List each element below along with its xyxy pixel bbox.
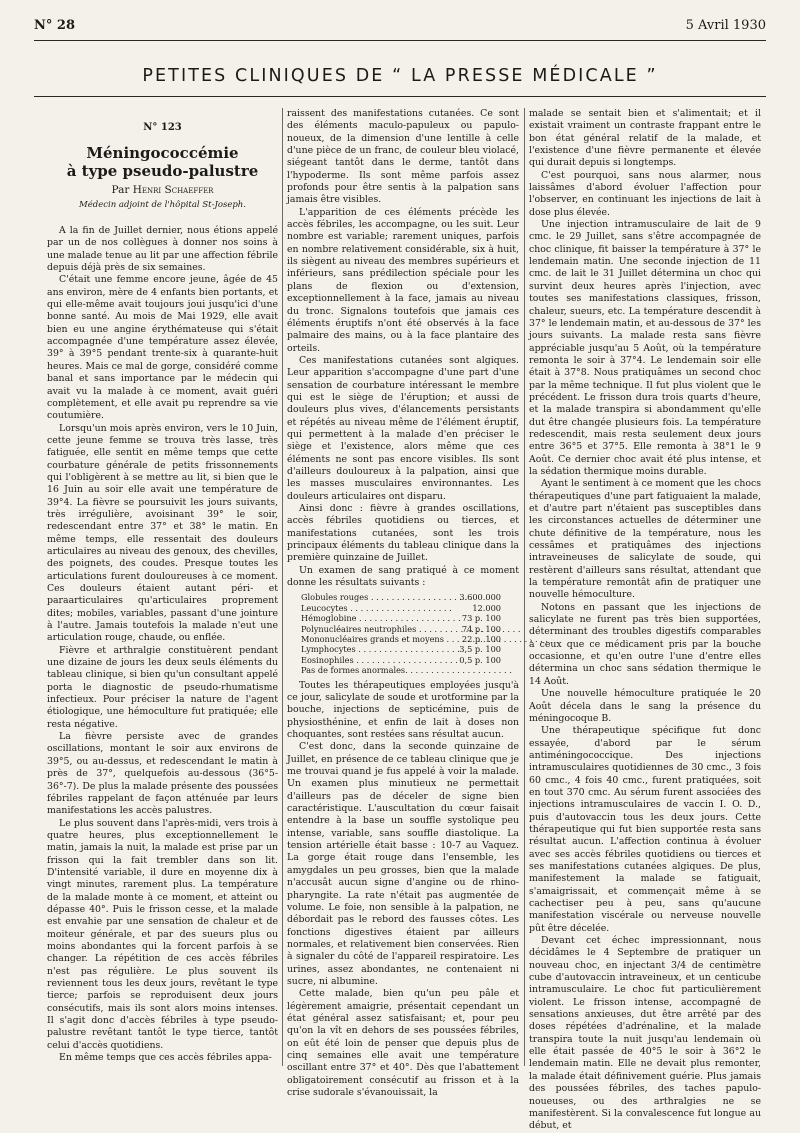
column-2 xyxy=(287,108,519,1098)
paragraph: Devant cet échec impressionnant, nous décidâmes le 4 Septembre de pratiquer un nouveau choc, en injectant 3/4 de centimètre cube d'autovaccin intraveineux, et un centicube intramusculaire. Le choc fut particulièrement violent. Le frisson intense, accompagné de sensations anxieuses, dut être arrêté par des doses répétées d'adrénaline, et la malade transpira toute la nuit jusqu'au lendemain où elle était passée de 40°5 le soir à 36°2 le lendemain matin. Elle ne devait plus remonter, la malade était définivement guérie. Plus jamais des poussées fébriles, des taches papulo-noueuses, ou des arthralgies ne se manifestèrent. Si la convalescence fut longue au début, et xyxy=(529,935,761,1132)
column-divider xyxy=(282,108,283,1066)
lab-label: Lymphocytes . . . xyxy=(301,644,441,654)
page-header xyxy=(34,18,766,40)
lab-label: Leucocytes . . . xyxy=(301,603,441,613)
lab-row xyxy=(301,613,519,623)
column-3-body xyxy=(529,108,761,1133)
column-divider xyxy=(524,108,525,1066)
column-1-body xyxy=(47,225,278,1064)
lab-value: 3.600.000 xyxy=(459,592,501,603)
paragraph: C'était une femme encore jeune, âgée de 45 ans environ, mère de 4 enfants bien portants, et qui elle-même avait toujours joui jusqu'ici d'une bonne santé. Au mois de Mai 1929, elle avait bien eu une angine érythémateuse qui s'était accompagnée d'une température assez élevée, 39° à 39°5 pendant trente-six à quarante-huit heures. Mais ce mal de gorge, considéré comme banal et sans importance par le médecin qui avait vu la malade à ce moment, avait guéri complètement, et elle avait pu reprendre sa vie coutumière. xyxy=(47,274,278,422)
article-number: N° 123 xyxy=(143,122,182,133)
author-name: Henri Schaeffer xyxy=(132,184,214,197)
byline-prefix: Par xyxy=(111,184,130,197)
column-2-body-bottom xyxy=(287,680,519,1100)
lab-row xyxy=(301,603,519,613)
paragraph: Une nouvelle hémoculture pratiquée le 20 Août décela dans le sang la présence du méningocoque B. xyxy=(529,688,761,724)
issue-number: N° 28 xyxy=(34,18,75,33)
lab-row xyxy=(301,655,519,665)
paragraph: Notons en passant que les injections de salicylate ne furent pas très bien supportées, déterminant des troubles digestifs comparables à ceux que ce médicament pris par la bouche occasionne, et qu'en outre l'une d'entre elles détermina un choc sans sédation thermique le 14 Août. xyxy=(529,601,761,687)
paragraph: Un examen de sang pratiqué à ce moment donne les résultats suivants : xyxy=(287,564,519,589)
title-line-1: Méningococcémie xyxy=(86,144,239,163)
lab-label: Polynucléaires neutrophiles . . . xyxy=(301,624,441,634)
paragraph: Ainsi donc : fièvre à grandes oscillations, accès fébriles quotidiens ou tierces, et manifestations cutanées, sont les trois principaux éléments du tableau clinique dans la première quinzaine de Juillet. xyxy=(287,503,519,564)
paragraph: En même temps que ces accès fébriles appa- xyxy=(59,1052,272,1064)
lab-value xyxy=(512,665,519,675)
lab-value: 22 p. 100 xyxy=(461,634,501,645)
lab-label: Globules rouges . . . xyxy=(301,592,441,602)
column-1 xyxy=(47,108,278,1066)
header-rule xyxy=(34,40,766,41)
paragraph: La fièvre persiste avec de grandes oscillations, montant le soir aux environs de 39°5, ou au-dessus, et redescendant le matin à près de 37°, quelquefois au-dessous (36°5-36°-7). De plus la malade présente des poussées fébriles rappelant de façon atténuée par leurs manifestations les accès palustres. xyxy=(47,731,278,817)
lab-value: 12.000 xyxy=(472,602,501,613)
paragraph: Cette malade, bien qu'un peu pâle et légèrement amaigrie, présentait cependant un état général assez satisfaisant; et, pour peu qu'on la vît en dehors de ses poussées fébriles, on eût été loin de penser que depuis plus de cinq semaines elle avait une température oscillant entre 37° et 40°. Dès que l'abattement obligatoirement consécutif au frisson et à la crise sudorale s'évanouissait, la xyxy=(287,988,519,1098)
lab-label: Eosinophiles . . . xyxy=(301,655,441,665)
lab-row xyxy=(301,624,519,634)
paragraph: Toutes les thérapeutiques employées jusqu'à ce jour, salicylate de soude et urotformine par la bouche, injections de septicémine, puis de physiosthénine, et enfin de lait à doses non choquantes, sont restées sans résultat aucun. xyxy=(287,679,519,741)
paragraph: A la fin de Juillet dernier, nous étions appelé par un de nos collègues à donner nos soins à une malade tenue au lit par une affection fébrile depuis déjà près de six semaines. xyxy=(47,225,278,274)
paragraph: Ayant le sentiment à ce moment que les chocs thérapeutiques d'une part fatiguaient la malade, et d'autre part n'étaient pas susceptibles dans les circonstances actuelles de déterminer une chute définitive de la température, nous les cessâmes et pratiquâmes des injections intraveineuses de salicylate de soude, qui restèrent d'ailleurs sans résultat, attendant que la température remontât afin de pratiquer une nouvelle hémoculture. xyxy=(529,478,761,601)
paragraph: L'apparition de ces éléments précède les accès fébriles, les accompagne, ou les suit. Leur nombre est variable; rarement uniques, parfois en nombre relativement considérable, six à huit, ils siègent au niveau des membres supérieurs et inférieurs, sans prédilection spéciale pour les plans de flexion ou d'extension, exceptionnellement à la face, jamais au niveau du tronc. Signalons toutefois que jamais ces éléments éruptifs n'ont été observés à la face palmaire des mains, ou à la face plantaire des orteils. xyxy=(287,206,519,354)
issue-date: 5 Avril 1930 xyxy=(685,18,766,33)
paragraph: Fièvre et arthralgie constituèrent pendant une dizaine de jours les deux seuls éléments du tableau clinique, si bien qu'un consultant appelé porta le diagnostic de pseudo-rhumatisme infectieux. Pour préciser la nature de l'agent étiologique, une hémoculture fut pratiquée; elle resta négative. xyxy=(47,644,278,730)
paragraph: Une thérapeutique spécifique fut donc essayée, d'abord par le sérum antiméningococcique. Des injections intramusculaires quotidiennes de 30 cmc., 3 fois 60 cmc., 4 fois 40 cmc., furent pratiquées, soit en tout 370 cmc. Au sérum furent associées des injections intramusculaires de vaccin I. O. D., puis d'autovaccin tous les deux jours. Cette thérapeutique qui fut bien supportée resta sans résultat aucun. L'affection continua à évoluer avec ses accès fébriles quotidiens ou tierces et ses manifestations cutanées algiques. De plus, manifestement la malade se fatiguait, s'amaigrissait, et commençait même à se cachectiser peu à peu, sans qu'aucune manifestation viscérale ou nerveuse nouvelle pût être décelée. xyxy=(529,725,761,934)
paragraph: malade se sentait bien et s'alimentait; et il existait vraiment un contraste frappant entre le bon état général relatif de la malade, et l'existence d'une fièvre permanente et élevée qui durait depuis si longtemps. xyxy=(529,108,761,169)
title-line-2: à type pseudo-palustre xyxy=(66,162,259,181)
lab-value: 74 p. 100 xyxy=(461,623,501,634)
lab-value: 73 p. 100 xyxy=(461,613,501,624)
paragraph: C'est pourquoi, sans nous alarmer, nous laissâmes d'abord évoluer l'affection pour l'observer, en continuant les injections de lait à dose plus élevée. xyxy=(529,169,761,218)
paragraph: Une injection intramusculaire de lait de 9 cmc. le 29 Juillet, sans s'être accompagnée de choc clinique, fit baisser la température à 37° le lendemain matin. Une seconde injection de 11 cmc. de lait le 31 Juillet détermina un choc qui survint deux heures après l'injection, avec toutes ses manifestations classiques, frisson, chaleur, sueurs, etc. La température descendit à 37° le lendemain matin, et au-dessous de 37° les jours suivants. La malade resta sans fièvre appréciable jusqu'au 5 Août, où la température remonta le soir à 37°4. Le lendemain soir elle était à 37°8. Nous pratiquâmes un second choc par la même technique. Il fut plus violent que le précédent. Le frisson dura trois quarts d'heure, et la malade transpira si abondamment qu'elle dut être changée plusieurs fois. La température redescendit, mais resta seulement deux jours entre 36°5 et 37°5. Elle remonta à 38°1 le 9 Août. Ce dernier choc avait été plus intense, et la sédation thermique moins durable. xyxy=(529,219,761,477)
section-banner: PETITES CLINIQUES DE “ LA PRESSE MÉDICALE ” xyxy=(142,66,658,86)
lab-row xyxy=(301,665,519,675)
paragraph: Ces manifestations cutanées sont algiques. Leur apparition s'accompagne d'une part d'une sensation de courbature intéressant le membre qui est le siège de l'éruption; et aussi de douleurs plus vives, d'élancements persistants et répétés au niveau même de l'élément éruptif, qui permettent à la malade d'en préciser le siège et l'existence, alors même que ces éléments ne sont pas encore visibles. Ils sont d'ailleurs douloureux à la palpation, ainsi que les masses musculaires environnantes. Les douleurs articulaires ont disparu. xyxy=(287,354,519,502)
author-affiliation: Médecin adjoint de l'hôpital St-Joseph. xyxy=(79,199,246,210)
lab-row xyxy=(301,634,519,644)
article-title xyxy=(47,144,278,180)
column-2-body-top xyxy=(287,108,519,589)
lab-label: Pas de formes anormales. . . . xyxy=(301,665,512,675)
banner-rule xyxy=(34,96,766,97)
paragraph: C'est donc, dans la seconde quinzaine de Juillet, en présence de ce tableau clinique que je me trouvai quand je fus appelé à voir la malade. Un examen plus minutieux ne permettait d'ailleurs pas de déceler de signe bien caractéristique. L'auscultation du cœur faisait entendre à la base un souffle systolique peu intense, variable, sans souffle diastolique. La tension artérielle était basse : 10-7 au Vaquez. La gorge était rouge dans l'ensemble, les amygdales un peu grosses, bien que la malade n'accusât aucun signe d'angine ou de rhino-pharyngite. La rate n'était pas augmentée de volume. Le foie, non sensible à la palpation, ne débordait pas le rebord des fausses côtes. Les fonctions digestives étaient par ailleurs normales, et relativement bien conservées. Rien à signaler du côté de l'appareil respiratoire. Les urines, assez abondantes, ne contenaient ni sucre, ni albumine. xyxy=(287,741,519,987)
blood-count-table xyxy=(301,592,519,675)
paragraph: Le plus souvent dans l'après-midi, vers trois à quatre heures, plus exceptionnellement le matin, jamais la nuit, la malade est prise par un frisson qui la fait trembler dans son lit. D'intensité variable, il dure en moyenne dix à vingt minutes, rarement plus. La température de la malade monte à ce moment, et atteint ou dépasse 40°. Puis le frisson cesse, et la malade est envahie par une sensation de chaleur et de moiteur générale, et par des sueurs plus ou moins abondantes qui la forcent parfois à se changer. La répétition de ces accès fébriles n'est pas régulière. Le plus souvent ils reviennent tous les deux jours, revêtant le type tierce; parfois se reproduisent deux jours consécutifs, mais ils sont alors moins intenses. Il s'agit donc d'accès fébriles à type pseudo-palustre revêtant tantôt le type tierce, tantôt celui d'accès quotidiens. xyxy=(47,817,278,1051)
lab-row xyxy=(301,592,519,602)
column-3 xyxy=(529,108,761,1132)
lab-label: Hémoglobine . . . xyxy=(301,613,441,623)
lab-row xyxy=(301,644,519,654)
paragraph: raissent des manifestations cutanées. Ce sont des éléments maculo-papuleux ou papulo-noueux, de la dimension d'une lentille à celle d'une pièce de un franc, de couleur bleu violacé, siégeant tantôt dans le derme, tantôt dans l'hypoderme. Ils sont même parfois assez profonds pour être sentis à la palpation sans jamais être visibles. xyxy=(287,108,519,206)
paragraph: Lorsqu'un mois après environ, vers le 10 Juin, cette jeune femme se trouva très lasse, très fatiguée, elle sentit en même temps que cette courbature générale de petits frissonnements qui l'obligèrent à se mettre au lit, si bien que le 16 Juin au soir elle avait une température de 39°4. La fièvre se poursuivit les jours suivants, très irrégulière, avoisinant 39° le soir, redescendant entre 37° et 38° le matin. En même temps, elle ressentait des douleurs articulaires au niveau des genoux, des chevilles, des poignets, des coudes. Presque toutes les articulations furent douloureuses à ce moment. Ces douleurs étaient autant péri- et paraarticulaires qu'articulaires proprement dites; mobiles, variables, passant d'une jointure à l'autre. Jamais toutefois la malade n'eut une articulation rouge, chaude, ou enflée. xyxy=(47,422,278,644)
lab-value: 0,5 p. 100 xyxy=(459,654,501,665)
lab-label: Mononucléaires grands et moyens . . . xyxy=(301,634,441,644)
byline xyxy=(47,184,278,196)
lab-value: 3,5 p. 100 xyxy=(459,644,501,655)
